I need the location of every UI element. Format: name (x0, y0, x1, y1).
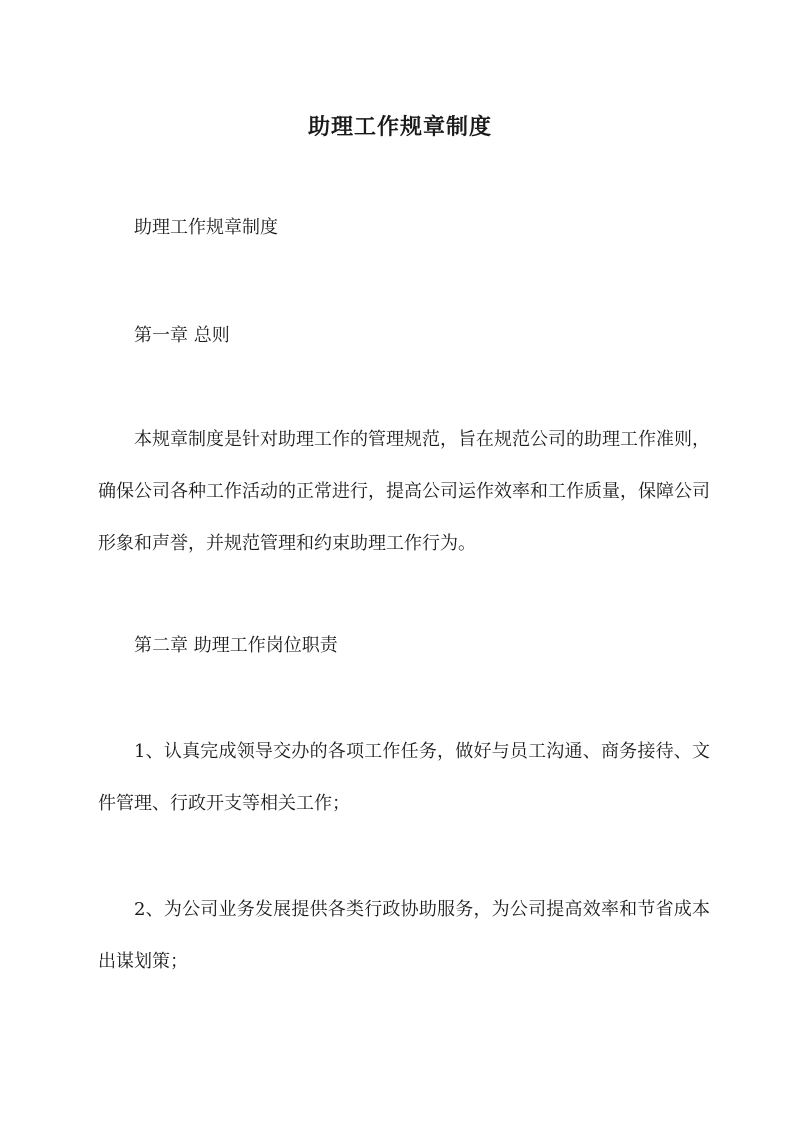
document-title: 助理工作规章制度 (307, 113, 492, 140)
duty-item-1: 1、认真完成领导交办的各项工作任务，做好与员工沟通、商务接待、文件管理、行政开支等相关工作； (98, 741, 710, 814)
chapter-2-heading: 第二章 助理工作岗位职责 (134, 635, 338, 656)
chapter-1-intro-paragraph: 本规章制度是针对助理工作的管理规范，旨在规范公司的助理工作准则，确保公司各种工作活动的正常进行，提高公司运作效率和工作质量，保障公司形象和声誉，并规范管理和约束助理工作行为。 (98, 429, 710, 554)
chapter-1-heading: 第一章 总则 (134, 325, 230, 346)
document-subtitle-paragraph: 助理工作规章制度 (134, 217, 278, 238)
duty-item-2: 2、为公司业务发展提供各类行政协助服务，为公司提高效率和节省成本出谋划策； (98, 899, 710, 972)
